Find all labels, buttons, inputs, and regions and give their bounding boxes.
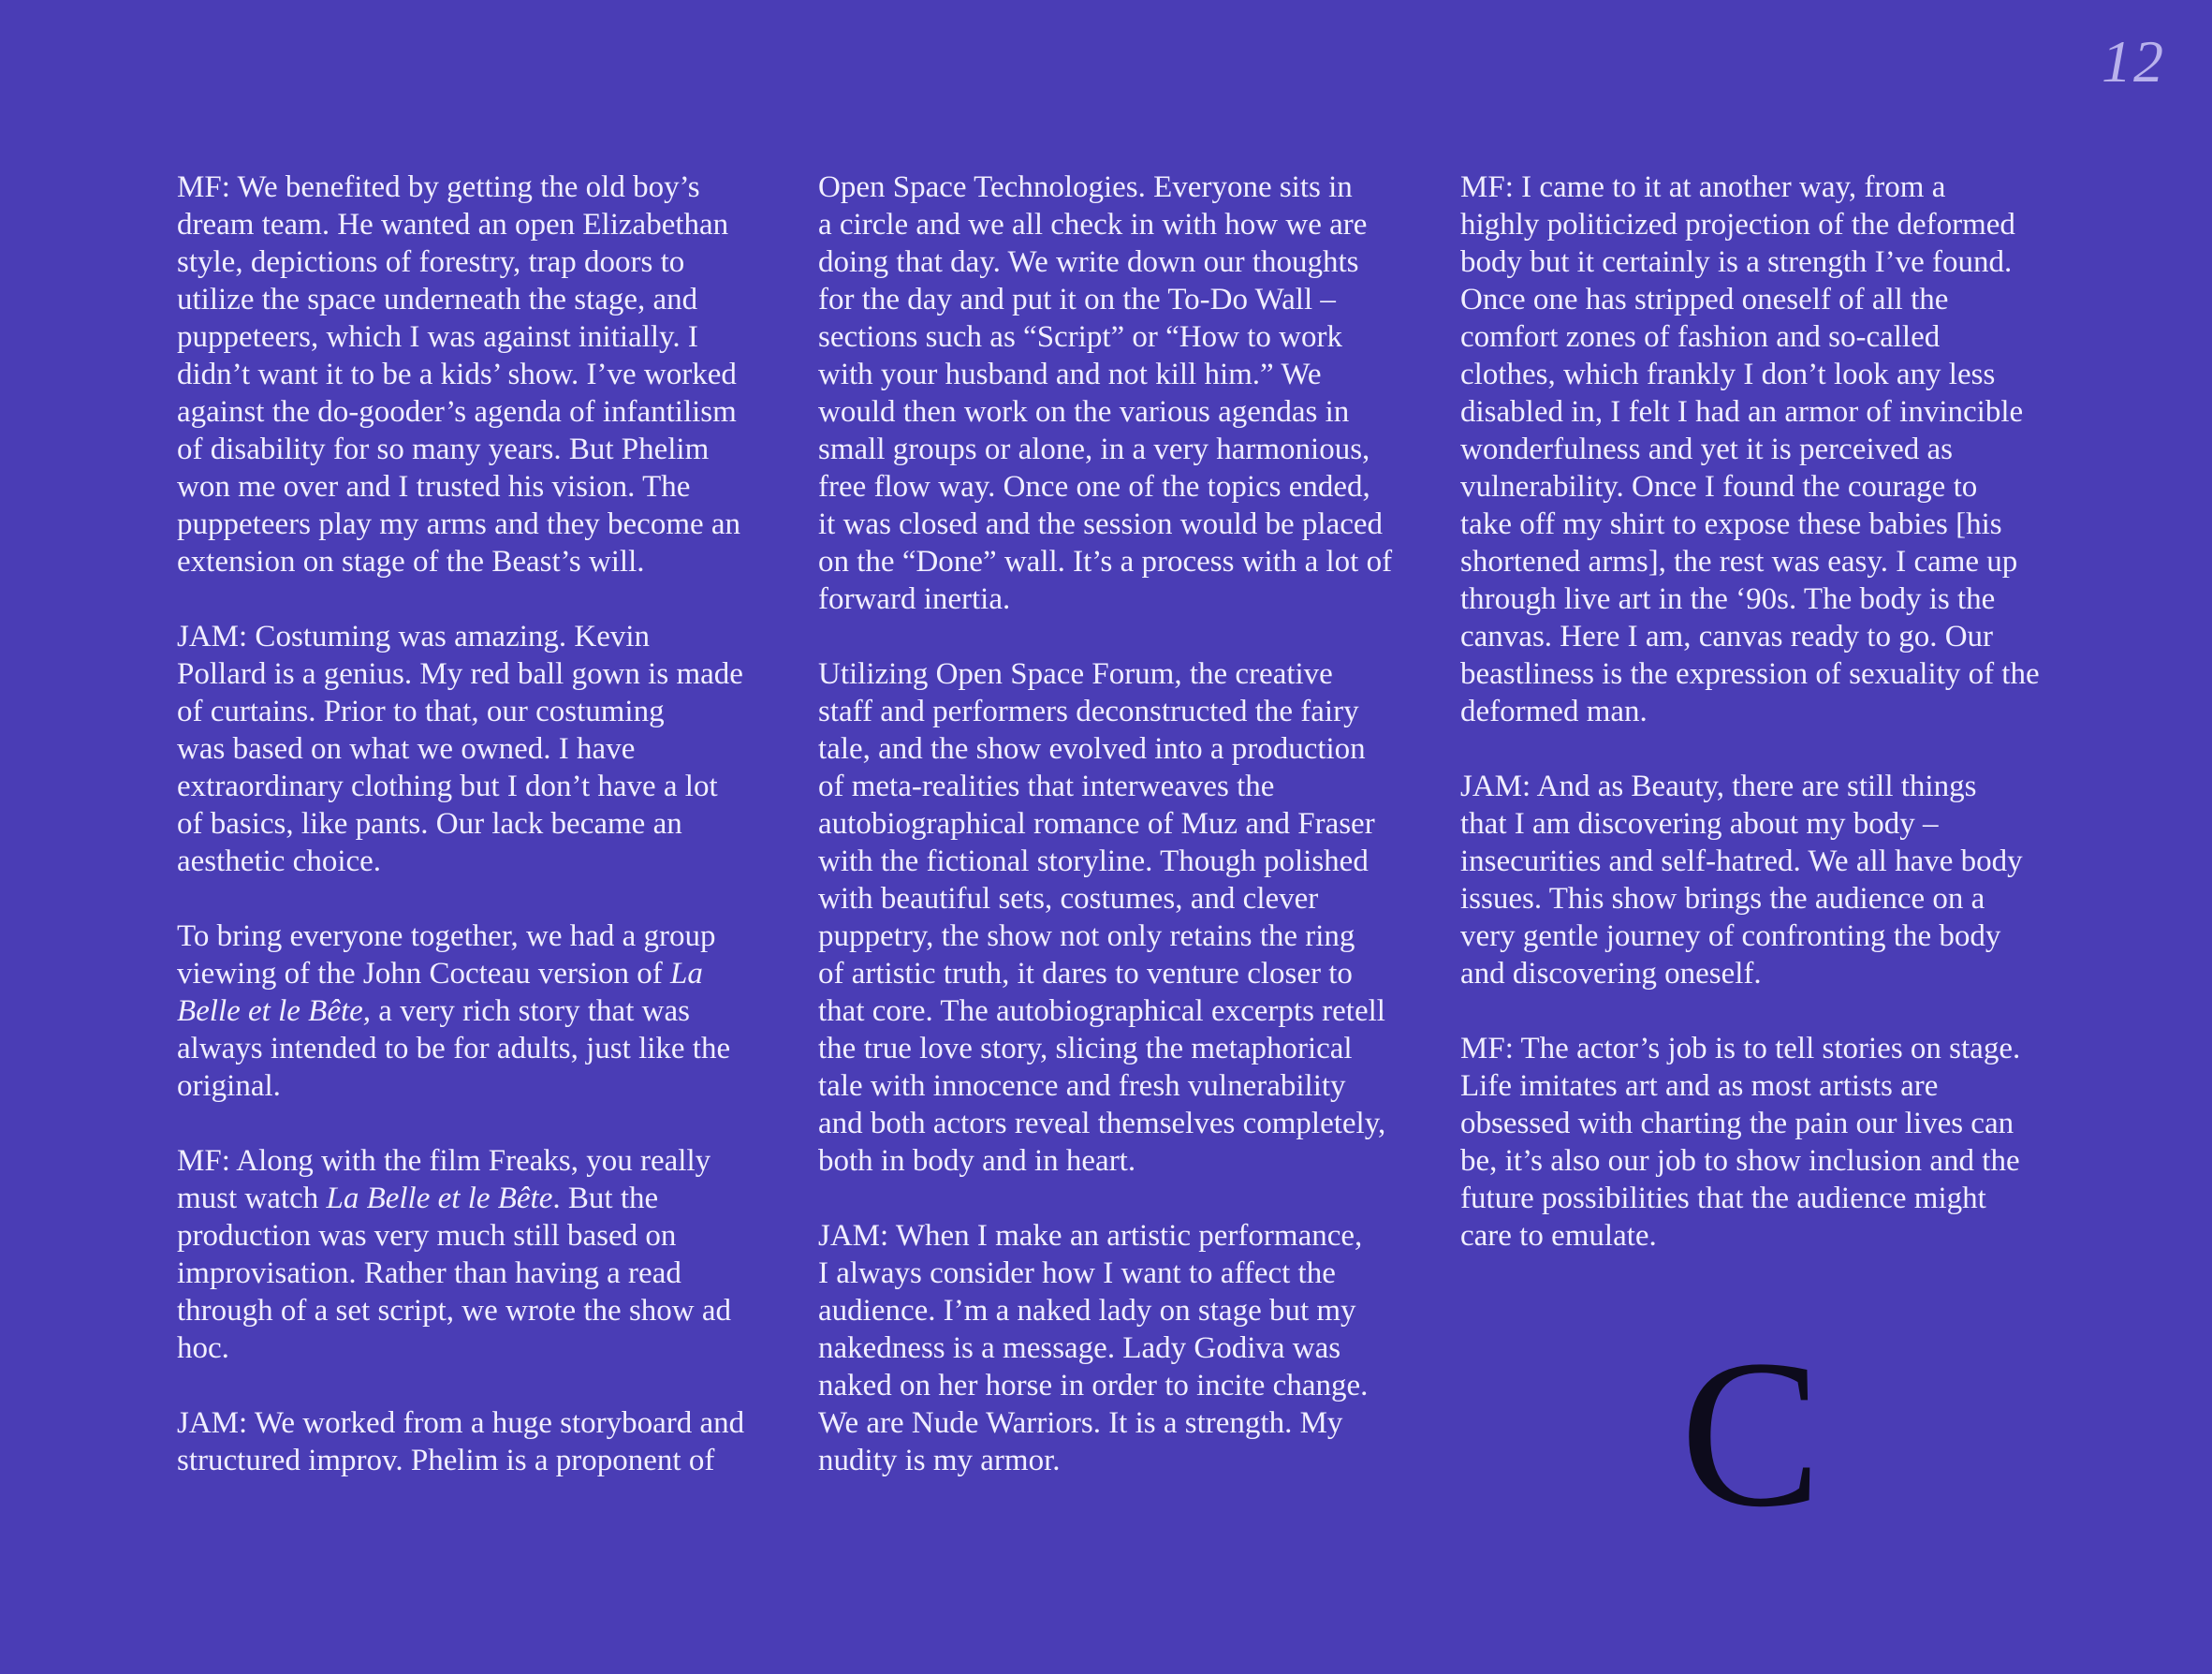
text-line: insecurities and self-hatred. We all have body xyxy=(1460,844,2023,878)
text-line: comfort zones of fashion and so-called xyxy=(1460,320,1941,354)
text-line: highly politicized projection of the deformed xyxy=(1460,208,2015,242)
text-line: free flow way. Once one of the topics ended, xyxy=(818,470,1370,504)
text-line: extraordinary clothing but I don’t have a lot xyxy=(177,770,718,803)
text-line: and both actors reveal themselves completely, xyxy=(818,1107,1386,1140)
page-number: 12 xyxy=(2102,28,2165,95)
text-line: improvisation. Rather than having a read xyxy=(177,1256,681,1290)
text-line: structured improv. Phelim is a proponent of xyxy=(177,1444,715,1477)
text-line: JAM: Costuming was amazing. Kevin xyxy=(177,620,651,653)
text-line: MF: I came to it at another way, from a xyxy=(1460,170,1946,204)
text-column-3 xyxy=(1460,169,2059,1255)
text-line: Pollard is a genius. My red ball gown is made xyxy=(177,657,743,691)
text-line: clothes, which frankly I don’t look any less xyxy=(1460,358,1996,391)
text-line: didn’t want it to be a kids’ show. I’ve worked xyxy=(177,358,737,391)
text-line: small groups or alone, in a very harmonious, xyxy=(818,433,1370,466)
text-line: puppeteers play my arms and they become an xyxy=(177,507,741,541)
text-line: JAM: When I make an artistic performance, xyxy=(818,1219,1363,1253)
text-line: production was very much still based on xyxy=(177,1219,677,1253)
text-line: of disability for so many years. But Phelim xyxy=(177,433,710,466)
film-title-italic: La Belle et le Bête xyxy=(326,1182,553,1215)
text-line: puppetry, the show not only retains the ring xyxy=(818,919,1355,953)
text-line: of curtains. Prior to that, our costuming xyxy=(177,695,665,728)
paragraph xyxy=(177,1404,776,1479)
text-line: and discovering oneself. xyxy=(1460,957,1762,991)
text-line: that core. The autobiographical excerpts retell xyxy=(818,994,1385,1028)
text-line: original. xyxy=(177,1069,281,1103)
text-line: audience. I’m a naked lady on stage but my xyxy=(818,1294,1356,1328)
paragraph xyxy=(177,169,776,580)
text-line: the true love story, slicing the metaphorical xyxy=(818,1032,1353,1065)
text-line: tale, and the show evolved into a production xyxy=(818,732,1366,766)
paragraph xyxy=(177,918,776,1105)
text-line: take off my shirt to expose these babies [his xyxy=(1460,507,2002,541)
paragraph xyxy=(818,655,1417,1180)
text-line: MF: The actor’s job is to tell stories on stage. xyxy=(1460,1032,2021,1065)
text-line: both in body and in heart. xyxy=(818,1144,1136,1178)
text-line: care to emulate. xyxy=(1460,1219,1657,1253)
text-line: I always consider how I want to affect the xyxy=(818,1256,1336,1290)
text-line: through live art in the ‘90s. The body is the xyxy=(1460,582,1996,616)
paragraph xyxy=(177,618,776,880)
paragraph xyxy=(1460,1030,2059,1255)
text-line: staff and performers deconstructed the fairy xyxy=(818,695,1359,728)
text-line: against the do-gooder’s agenda of infantilism xyxy=(177,395,737,429)
text-line: MF: We benefited by getting the old boy’s xyxy=(177,170,700,204)
text-column-2 xyxy=(818,169,1417,1479)
text-line: with beautiful sets, costumes, and clever xyxy=(818,882,1319,916)
film-title-italic: La xyxy=(669,957,703,991)
text-line: nakedness is a message. Lady Godiva was xyxy=(818,1331,1341,1365)
text-line: autobiographical romance of Muz and Fraser xyxy=(818,807,1375,841)
text-line: puppeteers, which I was against initially. I xyxy=(177,320,698,354)
text-line: JAM: We worked from a huge storyboard and xyxy=(177,1406,745,1440)
text-line: deformed man. xyxy=(1460,695,1648,728)
text-line: shortened arms], the rest was easy. I came up xyxy=(1460,545,2018,579)
text-column-1 xyxy=(177,169,776,1479)
text-line: Once one has stripped oneself of all the xyxy=(1460,283,1949,316)
text-line: naked on her horse in order to incite change. xyxy=(818,1369,1369,1402)
text-line: of meta-realities that interweaves the xyxy=(818,770,1275,803)
text-line: hoc. xyxy=(177,1331,229,1365)
text-line: future possibilities that the audience might xyxy=(1460,1182,1986,1215)
text-line: won me over and I trusted his vision. The xyxy=(177,470,691,504)
paragraph xyxy=(1460,768,2059,992)
text-line: We are Nude Warriors. It is a strength. My xyxy=(818,1406,1343,1440)
text-line: of artistic truth, it dares to venture closer to xyxy=(818,957,1353,991)
text-line: for the day and put it on the To-Do Wall – xyxy=(818,283,1336,316)
film-title-italic: Belle et le Bête, xyxy=(177,994,372,1028)
text-line: was based on what we owned. I have xyxy=(177,732,636,766)
text-line: disabled in, I felt I had an armor of invincible xyxy=(1460,395,2024,429)
text-line: Open Space Technologies. Everyone sits in xyxy=(818,170,1353,204)
text-line: forward inertia. xyxy=(818,582,1011,616)
paragraph xyxy=(177,1142,776,1367)
text-line: sections such as “Script” or “How to work xyxy=(818,320,1342,354)
text-line: a circle and we all check in with how we are xyxy=(818,208,1368,242)
text-line: dream team. He wanted an open Elizabethan xyxy=(177,208,729,242)
paragraph xyxy=(818,1217,1417,1479)
paragraph xyxy=(818,169,1417,618)
text-line: of basics, like pants. Our lack became an xyxy=(177,807,682,841)
text-line: nudity is my armor. xyxy=(818,1444,1061,1477)
text-line: obsessed with charting the pain our lives can xyxy=(1460,1107,2014,1140)
text-line: body but it certainly is a strength I’ve found. xyxy=(1460,245,2013,279)
text-line: it was closed and the session would be placed xyxy=(818,507,1384,541)
text-line: doing that day. We write down our thoughts xyxy=(818,245,1359,279)
text-line: issues. This show brings the audience on a xyxy=(1460,882,1985,916)
text-line: beastliness is the expression of sexuality of the xyxy=(1460,657,2040,691)
text-line: vulnerability. Once I found the courage to xyxy=(1460,470,1978,504)
text-line: viewing of the John Cocteau version of La xyxy=(177,957,703,991)
text-line: must watch La Belle et le Bête. But the xyxy=(177,1182,659,1215)
text-line: wonderfulness and yet it is perceived as xyxy=(1460,433,1954,466)
logo-letter-c: C xyxy=(1680,1316,1822,1550)
text-line: Life imitates art and as most artists are xyxy=(1460,1069,1939,1103)
text-line: tale with innocence and fresh vulnerability xyxy=(818,1069,1346,1103)
text-line: To bring everyone together, we had a group xyxy=(177,919,716,953)
text-line: on the “Done” wall. It’s a process with a lot of xyxy=(818,545,1393,579)
text-line: extension on stage of the Beast’s will. xyxy=(177,545,645,579)
text-line: with the fictional storyline. Though polished xyxy=(818,844,1369,878)
text-line: be, it’s also our job to show inclusion and the xyxy=(1460,1144,2020,1178)
text-line: aesthetic choice. xyxy=(177,844,382,878)
text-line: always intended to be for adults, just like the xyxy=(177,1032,731,1065)
text-line: Belle et le Bête, a very rich story that was xyxy=(177,994,690,1028)
text-line: with your husband and not kill him.” We xyxy=(818,358,1322,391)
text-line: MF: Along with the film Freaks, you really xyxy=(177,1144,711,1178)
text-line: JAM: And as Beauty, there are still things xyxy=(1460,770,1977,803)
text-line: through of a set script, we wrote the show ad xyxy=(177,1294,732,1328)
text-line: utilize the space underneath the stage, and xyxy=(177,283,698,316)
paragraph xyxy=(1460,169,2059,730)
text-line: style, depictions of forestry, trap doors to xyxy=(177,245,685,279)
text-line: very gentle journey of confronting the body xyxy=(1460,919,2001,953)
text-line: Utilizing Open Space Forum, the creative xyxy=(818,657,1333,691)
text-line: canvas. Here I am, canvas ready to go. Our xyxy=(1460,620,1994,653)
text-line: that I am discovering about my body – xyxy=(1460,807,1939,841)
text-line: would then work on the various agendas in xyxy=(818,395,1350,429)
